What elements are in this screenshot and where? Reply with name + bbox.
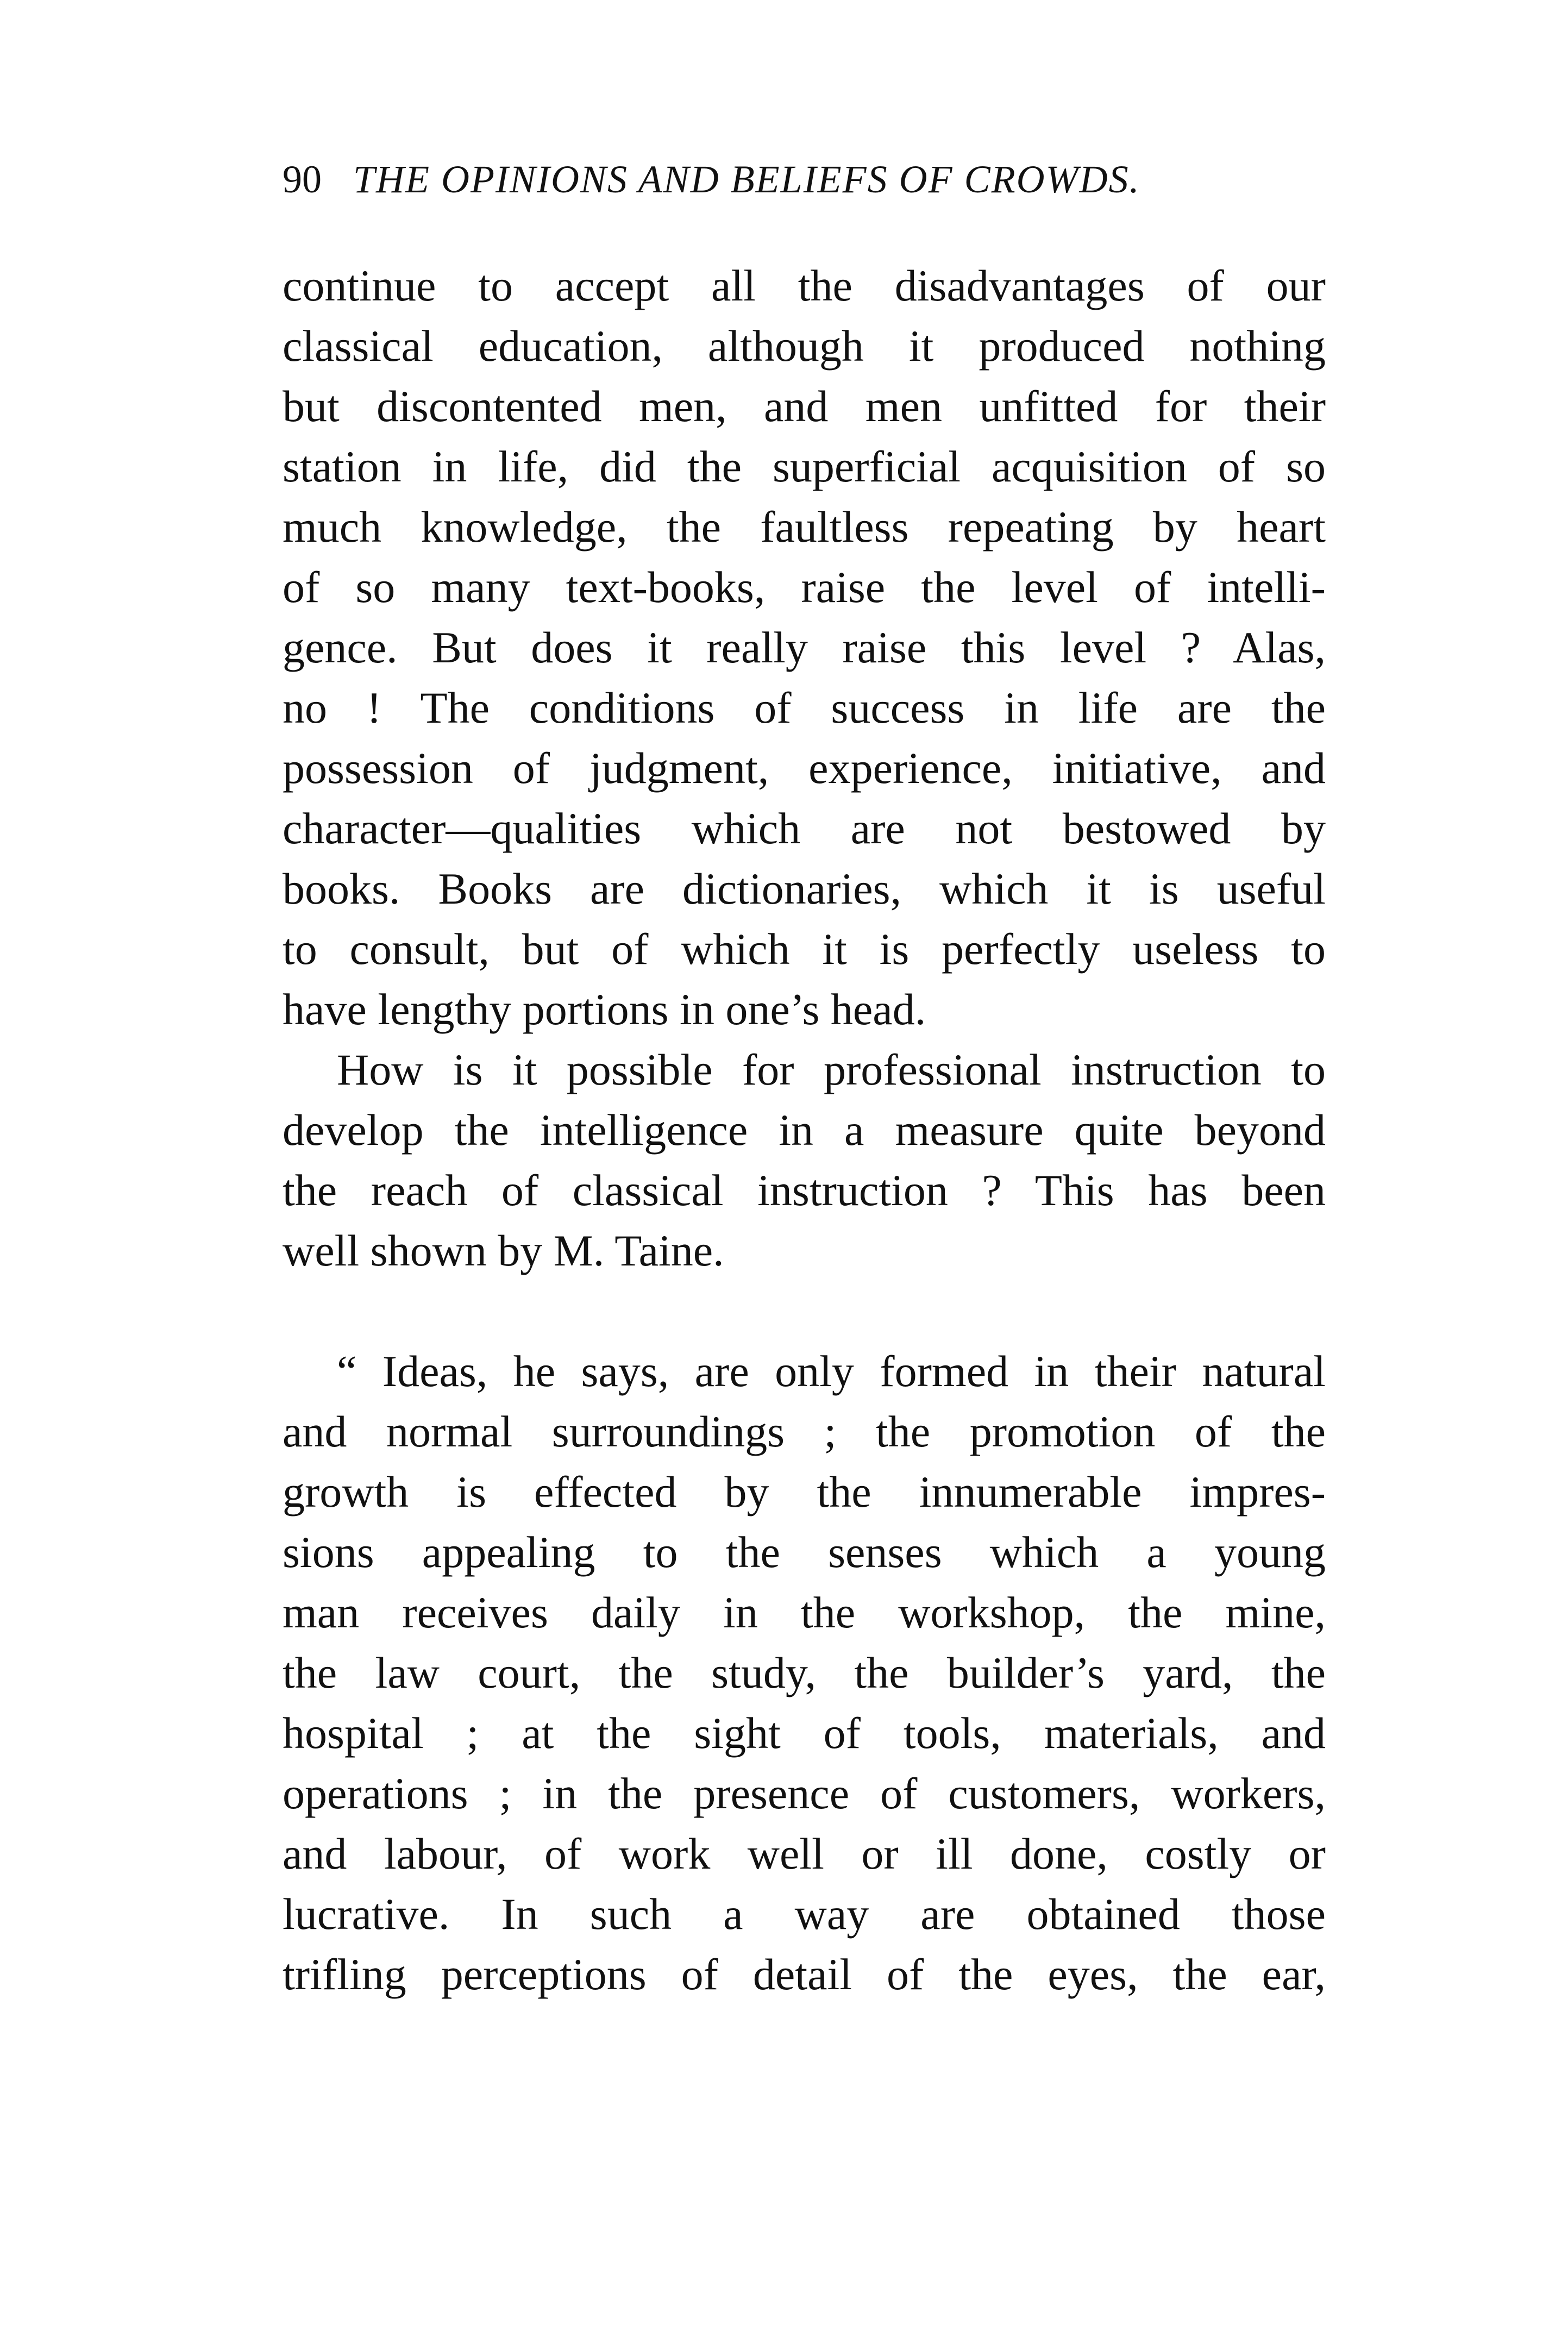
text-line: books. Books are dictionaries, which it is useful [283,864,1326,913]
text-line: growth is effected by the innumerable impres- [283,1467,1326,1517]
text-line: to consult, but of which it is perfectly useless to [283,924,1326,974]
text-line: and labour, of work well or ill done, costly or [283,1829,1326,1878]
text-line: “ Ideas, he says, are only formed in their natural [337,1346,1326,1396]
text-line: gence. But does it really raise this level ? Alas, [283,623,1326,672]
text-line: no ! The conditions of success in life are the [283,683,1326,732]
text-line: the law court, the study, the builder’s yard, the [283,1648,1326,1697]
text-line: lucrative. In such a way are obtained those [283,1889,1326,1939]
text-line: and normal surroundings ; the promotion of the [283,1407,1326,1456]
text-line: trifling perceptions of detail of the eyes, the ear, [283,1950,1326,1999]
text-line: have lengthy portions in one’s head. [283,985,926,1034]
text-line: of so many text-books, raise the level of intelli- [283,562,1326,612]
text-line: but discontented men, and men unfitted for their [283,381,1326,431]
text-line: well shown by M. Taine. [283,1226,724,1275]
body-text [283,255,1326,2004]
text-line: hospital ; at the sight of tools, materials, and [283,1708,1326,1758]
text-line: classical education, although it produced nothing [283,321,1326,371]
text-line: How is it possible for professional instruction to [337,1045,1326,1094]
text-line: character—qualities which are not bestowed by [283,804,1326,853]
text-line: operations ; in the presence of customers, workers, [283,1769,1326,1818]
page-number: 90 [283,158,322,201]
text-line: the reach of classical instruction ? This has been [283,1166,1326,1215]
text-line: station in life, did the superficial acquisition of so [283,442,1326,491]
text-line: sions appealing to the senses which a young [283,1527,1326,1577]
text-line: man receives daily in the workshop, the mine, [283,1588,1326,1637]
text-line: continue to accept all the disadvantages of our [283,261,1326,310]
running-title: THE OPINIONS AND BELIEFS OF CROWDS. [353,158,1140,201]
paragraph-gap [283,1281,1326,1341]
text-line: much knowledge, the faultless repeating by heart [283,502,1326,552]
running-header [283,155,1326,204]
text-line: develop the intelligence in a measure quite beyond [283,1105,1326,1155]
text-line: possession of judgment, experience, initiative, and [283,743,1326,793]
